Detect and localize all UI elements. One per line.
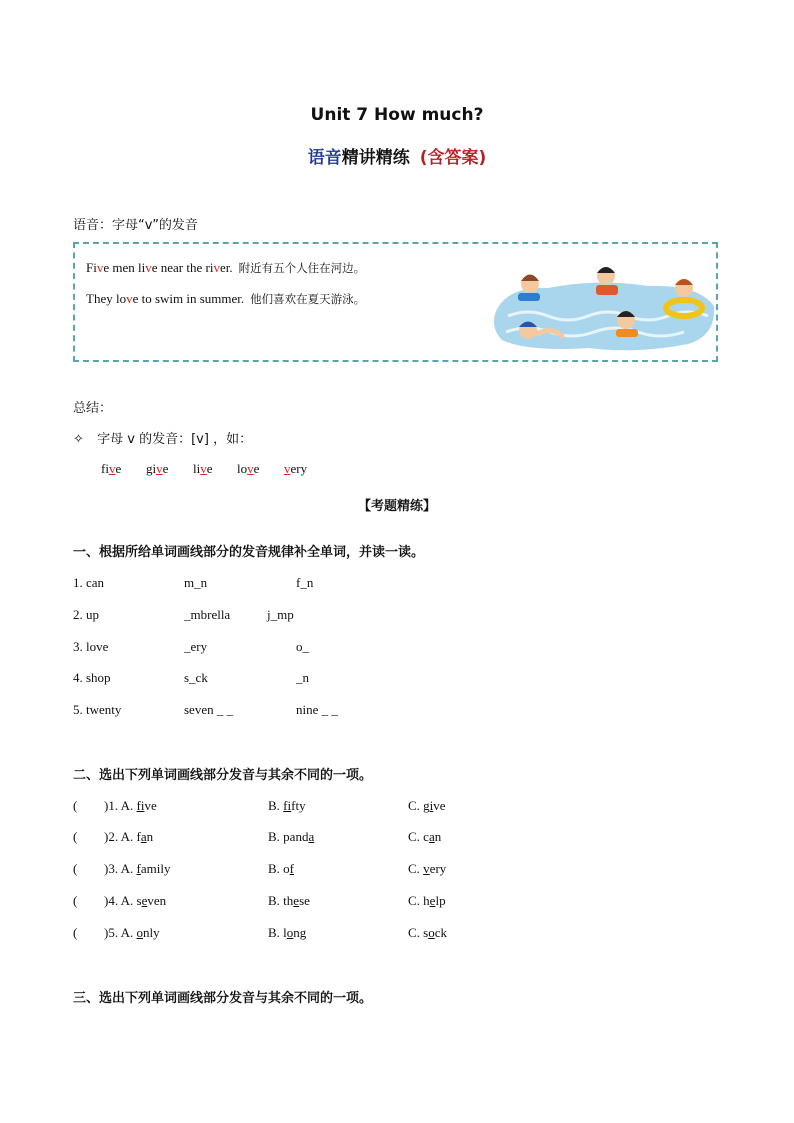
s1-row1-word: 1. can xyxy=(73,575,105,590)
s1-row5-blank-b: nine _ _ xyxy=(296,702,338,717)
example-word-live: live xyxy=(193,461,213,476)
s1-row4-blank-b: _n xyxy=(296,670,309,685)
summary-label: 总结： xyxy=(73,401,113,416)
s1-row5-blank-a: seven _ _ xyxy=(184,702,234,717)
s1-row1-blank-a: m_n xyxy=(184,575,208,590)
example-word-give: give xyxy=(146,461,169,476)
s2-row5-option-c: C. sock xyxy=(408,925,448,940)
s2-row2-answer-paren[interactable]: ( xyxy=(73,829,78,844)
s2-row1-option-c: C. give xyxy=(408,798,446,813)
example-box xyxy=(73,242,718,362)
subtitle-answers: (含答案) xyxy=(419,148,487,168)
page-title: Unit 7 How much? xyxy=(310,105,484,125)
s2-row4-option-b: B. these xyxy=(268,893,310,908)
s1-row3-blank-a: _ery xyxy=(184,639,208,654)
s2-row1-option-b: B. fifty xyxy=(268,798,306,813)
subtitle-phonics: 语音 xyxy=(307,148,342,168)
summary-rule: ✧ 字母 v 的发音：[v] ，如： xyxy=(73,432,253,447)
s2-row3-option-b: B. of xyxy=(268,861,295,876)
example-word-love: love xyxy=(237,461,260,476)
diamond-bullet-icon: ✧ xyxy=(73,432,84,447)
subtitle-practice: 精讲精练 xyxy=(341,148,410,168)
s2-row2-option-c: C. can xyxy=(408,829,442,844)
swimming-kids-illustration xyxy=(488,256,718,356)
section3-title: 三、选出下列单词画线部分发音与其余不同的一项。 xyxy=(73,991,373,1006)
s2-row3-option-c: C. very xyxy=(408,861,447,876)
s1-row4-blank-a: s_ck xyxy=(184,670,208,685)
s1-row2-blank-b: j_mp xyxy=(267,607,294,622)
s1-row1-blank-b: f_n xyxy=(296,575,314,590)
example-sentence-2: They love to swim in summer. 他们喜欢在夏天游泳。 xyxy=(86,291,366,306)
example-word-five: five xyxy=(101,461,122,476)
s2-row2-option-b: B. panda xyxy=(268,829,315,844)
s2-row1-answer-paren[interactable]: ( xyxy=(73,798,78,813)
s1-row3-blank-b: o_ xyxy=(296,639,309,654)
s2-row2-option-a: )2. A. fan xyxy=(104,829,154,844)
s1-row4-word: 4. shop xyxy=(73,670,111,685)
s2-row1-option-a: )1. A. five xyxy=(104,798,157,813)
s1-row5-word: 5. twenty xyxy=(73,702,122,717)
s2-row5-answer-paren[interactable]: ( xyxy=(73,925,78,940)
section1-title: 一、根据所给单词画线部分的发音规律补全单词，并读一读。 xyxy=(73,545,425,560)
s2-row5-option-b: B. long xyxy=(268,925,307,940)
phonics-label: 语音：字母“v”的发音 xyxy=(73,218,198,233)
s1-row2-blank-a: _mbrella xyxy=(184,607,231,622)
s2-row4-answer-paren[interactable]: ( xyxy=(73,893,78,908)
s2-row4-option-a: )4. A. seven xyxy=(104,893,167,908)
s2-row3-option-a: )3. A. family xyxy=(104,861,171,876)
s2-row3-answer-paren[interactable]: ( xyxy=(73,861,78,876)
example-word-very: very xyxy=(284,461,308,476)
s2-row4-option-c: C. help xyxy=(408,893,446,908)
section2-title: 二、选出下列单词画线部分发音与其余不同的一项。 xyxy=(73,768,373,783)
practice-title: 【考题精练】 xyxy=(357,499,436,514)
s2-row5-option-a: )5. A. only xyxy=(104,925,160,940)
page-subtitle xyxy=(0,143,794,168)
s1-row3-word: 3. love xyxy=(73,639,109,654)
s1-row2-word: 2. up xyxy=(73,607,99,622)
example-sentence-1: Five men live near the river. 附近有五个人住在河边。 xyxy=(86,260,366,275)
